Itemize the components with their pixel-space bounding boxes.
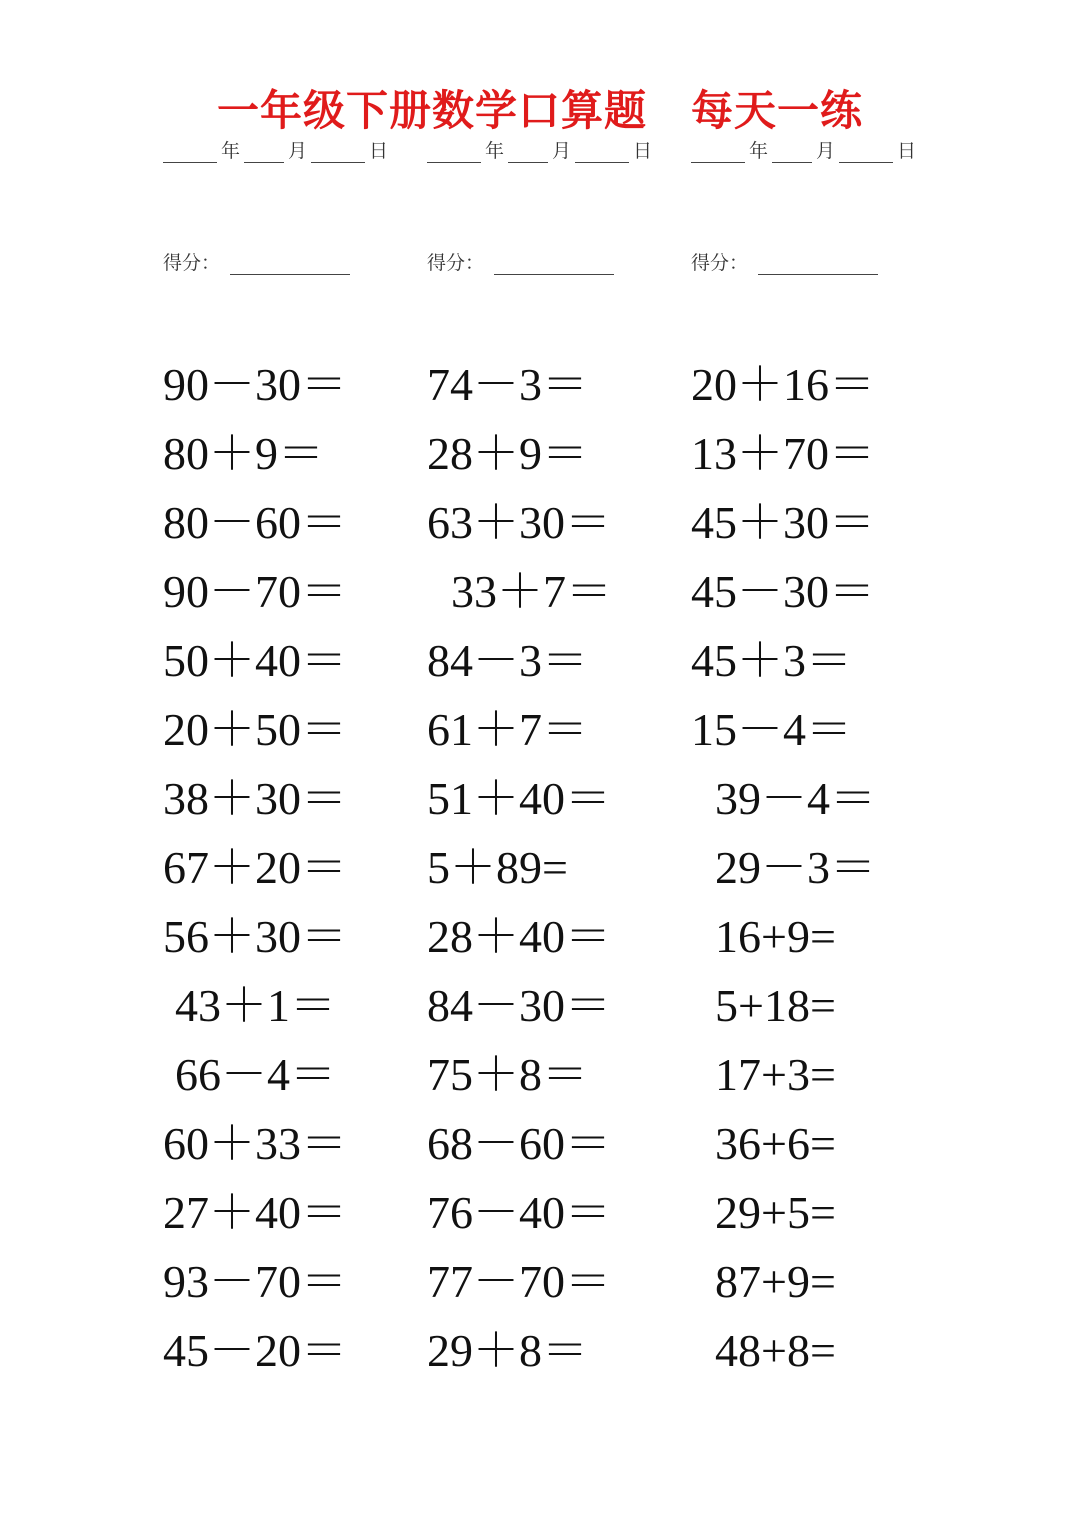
score-label: 得分：: [427, 252, 485, 274]
title-sub: 每天一练: [691, 86, 864, 135]
score-label: 得分：: [691, 252, 749, 274]
problem[interactable]: 38＋30＝: [163, 773, 347, 824]
problem[interactable]: 45＋3＝: [691, 635, 852, 686]
score-field-3[interactable]: [691, 248, 878, 275]
problem[interactable]: 27＋40＝: [163, 1187, 347, 1238]
problem[interactable]: 80－60＝: [163, 497, 347, 548]
problem[interactable]: 67＋20＝: [163, 842, 347, 893]
problem[interactable]: 87+9=: [715, 1256, 836, 1307]
problem[interactable]: 50＋40＝: [163, 635, 347, 686]
problem[interactable]: 76－40＝: [427, 1187, 611, 1238]
problem[interactable]: 39－4＝: [715, 773, 876, 824]
problem[interactable]: 84－30＝: [427, 980, 611, 1031]
problem[interactable]: 45－20＝: [163, 1325, 347, 1376]
problem[interactable]: 13＋70＝: [691, 428, 875, 479]
problem[interactable]: 61＋7＝: [427, 704, 588, 755]
problem[interactable]: 90－70＝: [163, 566, 347, 617]
problem[interactable]: 5＋89=: [427, 842, 568, 893]
score-field-1[interactable]: [163, 248, 350, 275]
problem[interactable]: 45－30＝: [691, 566, 875, 617]
problem[interactable]: 29－3＝: [715, 842, 876, 893]
problem[interactable]: 17+3=: [715, 1049, 836, 1100]
page-title: [0, 78, 1080, 138]
problem[interactable]: 68－60＝: [427, 1118, 611, 1169]
problem[interactable]: 56＋30＝: [163, 911, 347, 962]
date-field-2[interactable]: 年 月 日: [427, 136, 656, 163]
problem[interactable]: 45＋30＝: [691, 497, 875, 548]
score-label: 得分：: [163, 252, 221, 274]
problem[interactable]: 48+8=: [715, 1325, 836, 1376]
problem[interactable]: 66－4＝: [175, 1049, 336, 1100]
problem-column-3: [691, 355, 876, 1390]
problem[interactable]: 75＋8＝: [427, 1049, 588, 1100]
problem[interactable]: 28＋40＝: [427, 911, 611, 962]
date-field-1[interactable]: 年 月 日: [163, 136, 392, 163]
problem[interactable]: 93－70＝: [163, 1256, 347, 1307]
problem[interactable]: 29＋8＝: [427, 1325, 588, 1376]
problem[interactable]: 36+6=: [715, 1118, 836, 1169]
problem[interactable]: 77－70＝: [427, 1256, 611, 1307]
score-field-2[interactable]: [427, 248, 614, 275]
problem[interactable]: 51＋40＝: [427, 773, 611, 824]
title-main: 一年级下册数学口算题: [216, 86, 647, 135]
problem[interactable]: 29+5=: [715, 1187, 836, 1238]
problem[interactable]: 28＋9＝: [427, 428, 588, 479]
problem[interactable]: 33＋7＝: [451, 566, 612, 617]
problem[interactable]: 60＋33＝: [163, 1118, 347, 1169]
problem[interactable]: 16+9=: [715, 911, 836, 962]
problem[interactable]: 84－3＝: [427, 635, 588, 686]
problem[interactable]: 15－4＝: [691, 704, 852, 755]
problem[interactable]: 90－30＝: [163, 359, 347, 410]
problem-column-1: [163, 355, 347, 1390]
problem[interactable]: 80＋9＝: [163, 428, 324, 479]
problem[interactable]: 20＋50＝: [163, 704, 347, 755]
date-field-3[interactable]: 年 月 日: [691, 136, 920, 163]
problem-column-2: [427, 355, 612, 1390]
problem[interactable]: 63＋30＝: [427, 497, 611, 548]
problem[interactable]: 5+18=: [715, 980, 836, 1031]
problem[interactable]: 74－3＝: [427, 359, 588, 410]
problem[interactable]: 20＋16＝: [691, 359, 875, 410]
problem[interactable]: 43＋1＝: [175, 980, 336, 1031]
